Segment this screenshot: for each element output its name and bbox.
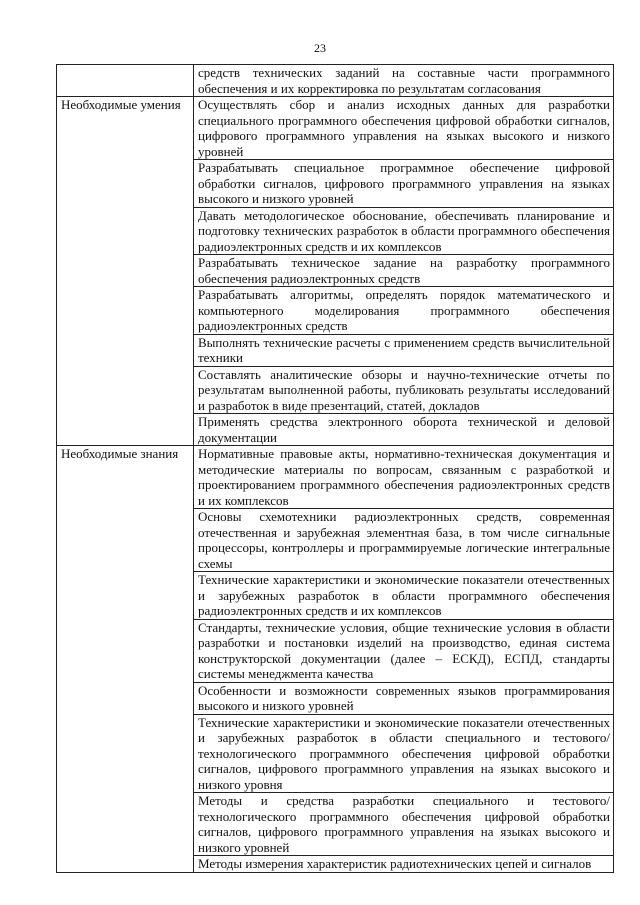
table-row [57,446,614,509]
table-row [57,287,614,335]
table-cell: Применять средства электронного оборота технической и деловой документации [194,414,614,446]
table-cell: Основы схемотехники радиоэлектронных средств, современная отечественная и зарубежная элементная база, в том числе сигнальные процессоры, контроллеры и программируемые логические интегральные схемы [194,509,614,572]
page-number: 23 [314,41,326,55]
competency-table-body [57,65,614,873]
section-label-continuation [57,793,194,856]
section-label-continuation [57,287,194,335]
table-row [57,160,614,208]
table-row [57,619,614,682]
section-label-continuation [57,509,194,572]
table-row [57,334,614,366]
table-cell: Давать методологическое обоснование, обеспечивать планирование и подготовку технических разработок в области программного обеспечения радиоэлектронных средств и их комплексов [194,207,614,255]
table-cell: средств технических заданий на составные части программного обеспечения и их корректировка по результатам согласования [194,65,614,97]
table-row [57,856,614,873]
section-label-continuation [57,207,194,255]
table-row [57,682,614,714]
table-row [57,572,614,620]
table-row [57,793,614,856]
section-label: Необходимые знания [57,446,194,509]
table-cell: Стандарты, технические условия, общие технические условия в области разработки и постановки изделий на производство, единая система конструкторской документации (далее – ЕСКД), ЕСПД, стандарты системы менеджмента качества [194,619,614,682]
section-label-continuation [57,619,194,682]
table-cell: Осуществлять сбор и анализ исходных данных для разработки специального программного обеспечения цифровой обработки сигналов, цифрового программного управления на языках высокого и низкого уровней [194,97,614,160]
section-label-continuation [57,255,194,287]
table-row [57,714,614,793]
table-cell: Особенности и возможности современных языков программирования высокого и низкого уровней [194,682,614,714]
section-label-continuation [57,714,194,793]
table-cell: Методы и средства разработки специального и тестового/технологического программного обеспечения цифровой обработки сигналов, цифрового программного управления на языках высокого и низкого уровней [194,793,614,856]
section-label: Необходимые умения [57,97,194,160]
table-cell: Методы измерения характеристик радиотехнических цепей и сигналов [194,856,614,873]
table-row [57,366,614,414]
table-cell: Составлять аналитические обзоры и научно-технические отчеты по результатам выполненной работы, публиковать результаты исследований и разработок в виде презентаций, статей, докладов [194,366,614,414]
table-cell: Разрабатывать специальное программное обеспечение цифровой обработки сигналов, цифрового программного управления на языках высокого и низкого уровней [194,160,614,208]
table-row [57,509,614,572]
table-row [57,414,614,446]
table-cell: Разрабатывать алгоритмы, определять порядок математического и компьютерного моделирования программного обеспечения радиоэлектронных средств [194,287,614,335]
section-label-continuation [57,366,194,414]
table-row [57,255,614,287]
section-label-continuation [57,414,194,446]
section-label-continuation [57,160,194,208]
table-row [57,65,614,97]
section-label-continuation [57,856,194,873]
table-cell: Выполнять технические расчеты с применением средств вычислительной техники [194,334,614,366]
section-label-continuation [57,334,194,366]
section-label [57,65,194,97]
competency-table [56,64,614,873]
table-cell: Нормативные правовые акты, нормативно-техническая документация и методические материалы по вопросам, связанным с разработкой и проектированием программного обеспечения радиоэлектронных средств и их комплексов [194,446,614,509]
table-cell: Технические характеристики и экономические показатели отечественных и зарубежных разработок в области специального и тестового/технологического программного обеспечения цифровой обработки сигналов, цифрового программного управления на языках высокого и низкого уровня [194,714,614,793]
table-cell: Разрабатывать техническое задание на разработку программного обеспечения радиоэлектронных средств [194,255,614,287]
table-row [57,207,614,255]
table-row [57,97,614,160]
section-label-continuation [57,682,194,714]
table-cell: Технические характеристики и экономические показатели отечественных и зарубежных разработок в области программного обеспечения радиоэлектронных средств и их комплексов [194,572,614,620]
section-label-continuation [57,572,194,620]
